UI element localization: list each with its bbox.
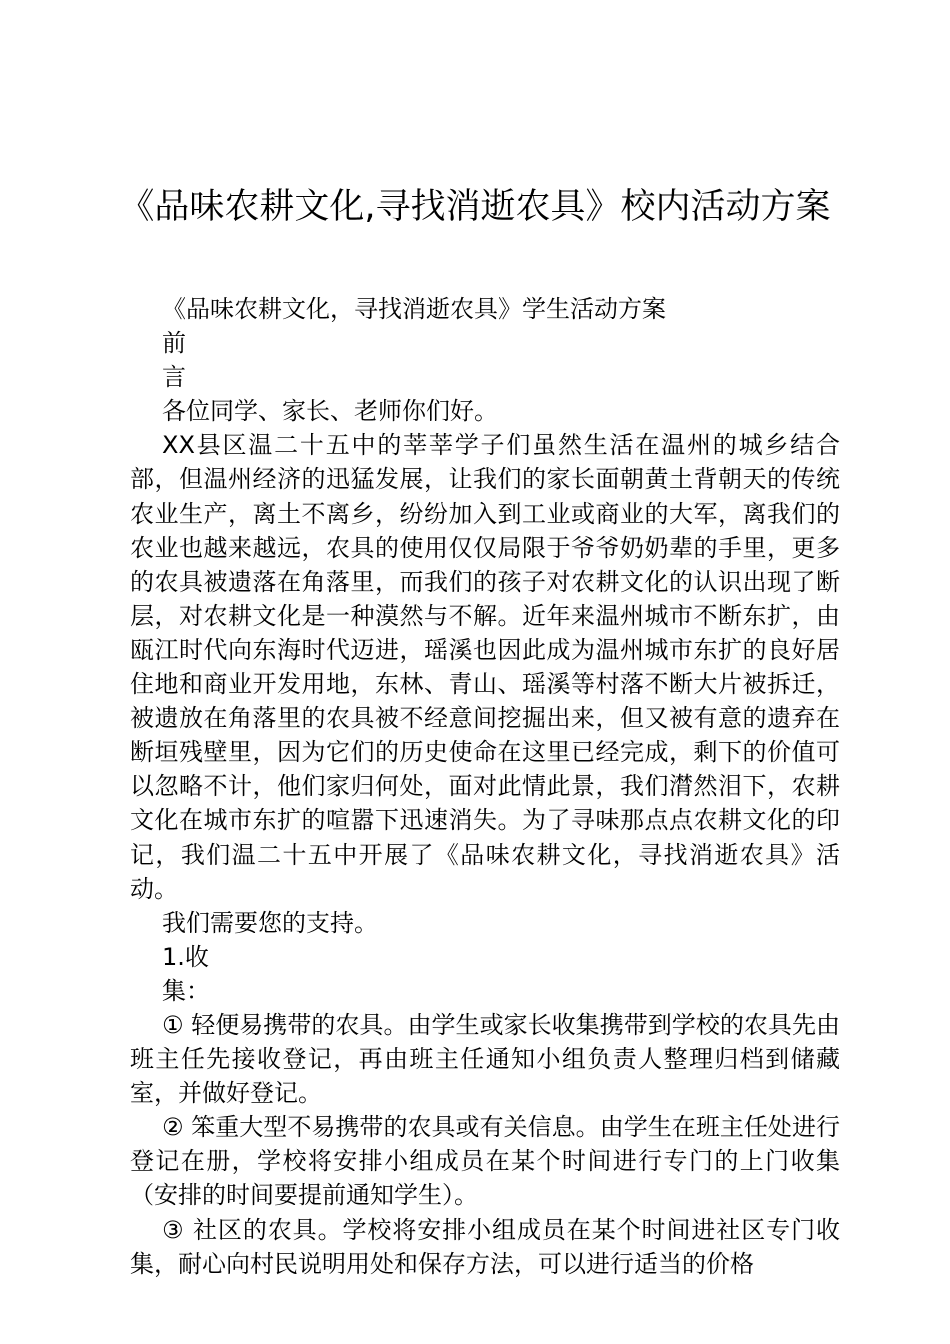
collection-item-2: ② 笨重大型不易携带的农具或有关信息。由学生在班主任处进行登记在册，学校将安排小组成员在某个时间进行专门的上门收集（安排的时间要提前通知学生）。	[130, 1113, 840, 1210]
section-heading-line-1: 1.收	[162, 942, 209, 971]
greeting-paragraph: 各位同学、家长、老师你们好。	[162, 397, 498, 426]
intro-paragraph: XX县区温二十五中的莘莘学子们虽然生活在温州的城乡结合部，但温州经济的迅猛发展，让我们的家长面朝黄土背朝天的传统农业生产，离土不离乡，纷纷加入到工业或商业的大军，离我们的农业也越来越远，农具的使用仅仅局限于爷爷奶奶辈的手里，更多的农具被遗落在角落里，而我们的孩子对农耕文化的认识出现了断层，对农耕文化是一种漠然与不解。近年来温州城市不断东扩，由瓯江时代向东海时代迈进，瑶溪也因此成为温州城市东扩的良好居住地和商业开发用地，东林、青山、瑶溪等村落不断大片被拆迁，被遗放在角落里的农具被不经意间挖掘出来，但又被有意的遗弃在断垣残壁里，因为它们的历史使命在这里已经完成，剩下的价值可以忽略不计，他们家归何处，面对此情此景，我们潸然泪下，农耕文化在城市东扩的喧嚣下迅速消失。为了寻味那点点农耕文化的印记，我们温二十五中开展了《品味农耕文化，寻找消逝农具》活动。	[130, 431, 840, 903]
subtitle: 《品味农耕文化，寻找消逝农具》学生活动方案	[162, 295, 666, 323]
document-title: 《品味农耕文化,寻找消逝农具》校内活动方案	[119, 187, 831, 227]
preface-heading-line-1: 前	[162, 329, 186, 358]
support-paragraph: 我们需要您的支持。	[162, 908, 378, 937]
section-heading-line-2: 集：	[162, 976, 210, 1005]
document-body	[130, 292, 840, 1281]
collection-item-3: ③ 社区的农具。学校将安排小组成员在某个时间进社区专门收集，耐心向村民说明用处和保存方法，可以进行适当的价格	[130, 1215, 840, 1278]
preface-heading-line-2: 言	[162, 363, 186, 392]
collection-item-1: ① 轻便易携带的农具。由学生或家长收集携带到学校的农具先由班主任先接收登记，再由班主任通知小组负责人整理归档到储藏室，并做好登记。	[130, 1010, 840, 1108]
